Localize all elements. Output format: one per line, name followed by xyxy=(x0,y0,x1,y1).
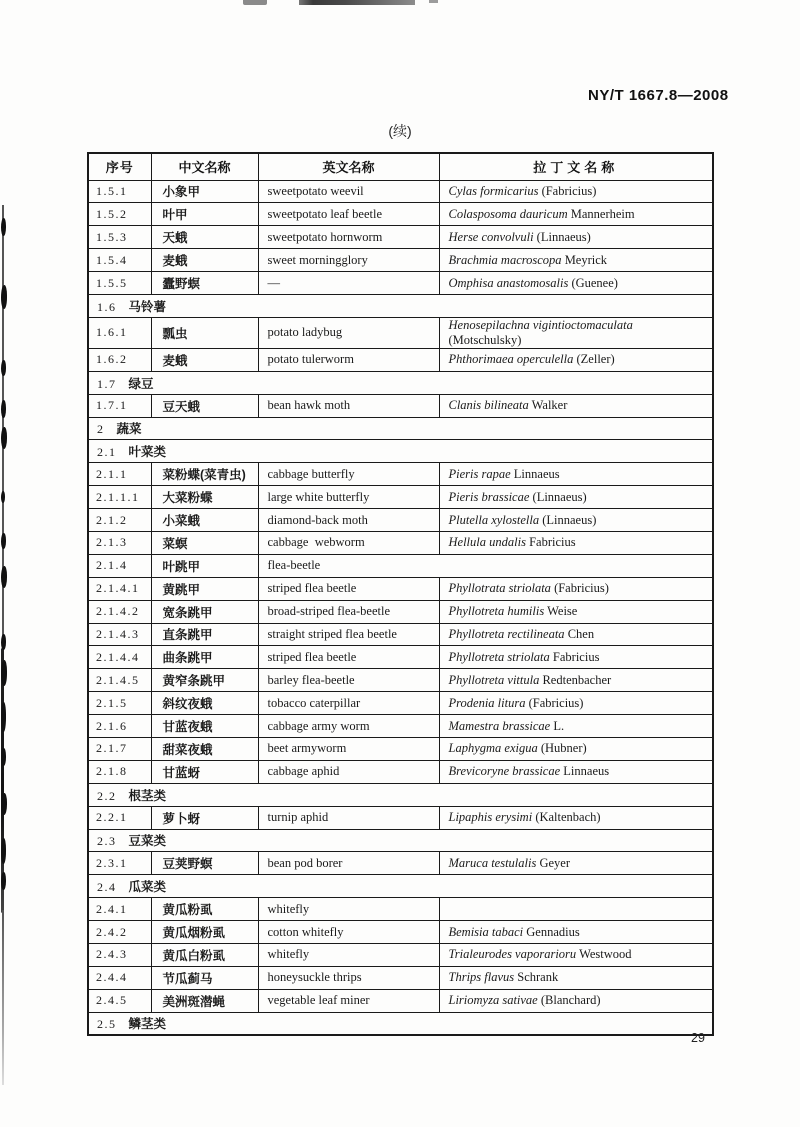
scan-ink-blob xyxy=(1,400,6,418)
table-continued-label: (续) xyxy=(388,123,412,139)
cell-chinese-name: 黄瓜粉虱 xyxy=(151,898,258,921)
table-row xyxy=(88,806,713,829)
cell-english-name: sweetpotato leaf beetle xyxy=(258,203,439,226)
cell-number: 1.5.3 xyxy=(88,226,151,249)
cell-english-name: flea-beetle xyxy=(258,554,713,577)
cell-latin-name: Colasposoma dauricum Mannerheim xyxy=(439,203,713,226)
cell-latin-name: Phthorimaea operculella (Zeller) xyxy=(439,348,713,371)
table-row xyxy=(88,348,713,371)
cell-latin-name: Herse convolvuli (Linnaeus) xyxy=(439,226,713,249)
cell-latin-name: Liriomyza sativae (Blanchard) xyxy=(439,989,713,1012)
table-row xyxy=(88,226,713,249)
cell-chinese-name: 瓢虫 xyxy=(151,317,258,348)
cell-number: 1.5.5 xyxy=(88,272,151,295)
scan-smudge-top-right xyxy=(429,0,438,3)
section-label: 马铃薯 xyxy=(128,299,167,314)
cell-chinese-name: 豆荚野螟 xyxy=(151,852,258,875)
cell-latin-name: Omphisa anastomosalis (Guenee) xyxy=(439,272,713,295)
cell-number: 1.7.1 xyxy=(88,394,151,417)
section-cell xyxy=(88,783,713,806)
latin-scientific-name: Colasposoma dauricum xyxy=(448,206,568,221)
cell-latin-name: Phyllotrata striolata (Fabricius) xyxy=(439,577,713,600)
table-row xyxy=(88,921,713,944)
cell-latin-name: Plutella xylostella (Linnaeus) xyxy=(439,509,713,532)
table-row xyxy=(88,531,713,554)
cell-english-name: tobacco caterpillar xyxy=(258,692,439,715)
table-row xyxy=(88,737,713,760)
section-row xyxy=(88,371,713,394)
cell-latin-name: Phyllotreta rectilineata Chen xyxy=(439,623,713,646)
pest-name-table xyxy=(87,152,714,1036)
scan-ink-blob xyxy=(1,360,6,376)
cell-chinese-name: 黄跳甲 xyxy=(151,577,258,600)
table-row xyxy=(88,509,713,532)
table-row xyxy=(88,463,713,486)
scan-ink-blob xyxy=(1,748,6,766)
cell-number: 2.2.1 xyxy=(88,806,151,829)
section-label: 根茎类 xyxy=(128,788,167,803)
section-number: 2.4 xyxy=(97,880,117,895)
table-row xyxy=(88,852,713,875)
section-number: 2.3 xyxy=(97,834,117,849)
cell-english-name: sweetpotato hornworm xyxy=(258,226,439,249)
section-label: 豆菜类 xyxy=(128,834,167,849)
table-row xyxy=(88,554,713,577)
cell-latin-name: Brevicoryne brassicae Linnaeus xyxy=(439,760,713,783)
cell-number: 1.6.1 xyxy=(88,317,151,348)
cell-number: 2.1.4.3 xyxy=(88,623,151,646)
scan-ink-blob xyxy=(1,660,7,686)
latin-scientific-name: Pieris brassicae xyxy=(448,489,530,504)
scan-smudge-top-left xyxy=(243,0,267,5)
cell-english-name: cabbage aphid xyxy=(258,760,439,783)
cell-latin-name: Hellula undalis Fabricius xyxy=(439,531,713,554)
cell-number: 1.5.1 xyxy=(88,180,151,203)
table-row xyxy=(88,669,713,692)
scan-ink-blob xyxy=(1,702,6,732)
cell-latin-name: Bemisia tabaci Gennadius xyxy=(439,921,713,944)
section-number: 2 xyxy=(97,422,105,437)
cell-chinese-name: 叶甲 xyxy=(151,203,258,226)
scan-ink-blob xyxy=(1,793,7,815)
table-row xyxy=(88,989,713,1012)
cell-english-name: turnip aphid xyxy=(258,806,439,829)
cell-english-name: striped flea beetle xyxy=(258,577,439,600)
cell-english-name: bean hawk moth xyxy=(258,394,439,417)
table-row xyxy=(88,203,713,226)
cell-english-name: beet armyworm xyxy=(258,737,439,760)
cell-number: 2.1.6 xyxy=(88,715,151,738)
cell-number: 2.1.7 xyxy=(88,737,151,760)
latin-scientific-name: Cylas formicarius xyxy=(448,183,539,198)
section-row xyxy=(88,783,713,806)
cell-english-name: vegetable leaf miner xyxy=(258,989,439,1012)
latin-scientific-name: Herse convolvuli xyxy=(448,229,534,244)
latin-scientific-name: Phyllotreta humilis xyxy=(448,604,545,619)
cell-english-name: whitefly xyxy=(258,944,439,967)
cell-latin-name: Phyllotreta striolata Fabricius xyxy=(439,646,713,669)
pest-table-body xyxy=(88,180,713,1035)
cell-chinese-name: 美洲斑潜蝇 xyxy=(151,989,258,1012)
latin-scientific-name: Mamestra brassicae xyxy=(448,718,551,733)
scan-ink-blob xyxy=(1,872,6,890)
cell-chinese-name: 麦蛾 xyxy=(151,348,258,371)
cell-chinese-name: 曲条跳甲 xyxy=(151,646,258,669)
section-row xyxy=(88,440,713,463)
section-number: 2.5 xyxy=(97,1017,117,1032)
cell-chinese-name: 小菜蛾 xyxy=(151,509,258,532)
section-row xyxy=(88,294,713,317)
scan-edge-fade xyxy=(2,910,4,1085)
cell-english-name: cotton whitefly xyxy=(258,921,439,944)
cell-chinese-name: 大菜粉蝶 xyxy=(151,486,258,509)
scan-ink-blob xyxy=(1,634,6,650)
latin-scientific-name: Phthorimaea operculella xyxy=(448,352,574,367)
cell-number: 1.5.4 xyxy=(88,249,151,272)
cell-chinese-name: 萝卜蚜 xyxy=(151,806,258,829)
section-label: 瓜菜类 xyxy=(128,880,167,895)
cell-number: 2.1.8 xyxy=(88,760,151,783)
section-cell xyxy=(88,875,713,898)
latin-scientific-name: Bemisia tabaci xyxy=(448,924,524,939)
cell-number: 2.1.3 xyxy=(88,531,151,554)
table-row xyxy=(88,577,713,600)
cell-english-name: honeysuckle thrips xyxy=(258,966,439,989)
cell-latin-name: Brachmia macroscopa Meyrick xyxy=(439,249,713,272)
latin-scientific-name: Brevicoryne brassicae xyxy=(448,764,561,779)
cell-latin-name: Clanis bilineata Walker xyxy=(439,394,713,417)
cell-number: 2.1.4.2 xyxy=(88,600,151,623)
cell-chinese-name: 黄窄条跳甲 xyxy=(151,669,258,692)
cell-latin-name: Phyllotreta vittula Redtenbacher xyxy=(439,669,713,692)
table-row xyxy=(88,180,713,203)
scan-ink-blob xyxy=(1,285,7,309)
cell-chinese-name: 菜螟 xyxy=(151,531,258,554)
section-number: 2.2 xyxy=(97,788,117,803)
section-row xyxy=(88,829,713,852)
cell-number: 2.4.5 xyxy=(88,989,151,1012)
cell-chinese-name: 斜纹夜蛾 xyxy=(151,692,258,715)
section-row xyxy=(88,417,713,440)
cell-english-name: sweetpotato weevil xyxy=(258,180,439,203)
scan-ink-blob xyxy=(1,491,5,503)
cell-english-name: potato tulerworm xyxy=(258,348,439,371)
cell-number: 1.5.2 xyxy=(88,203,151,226)
cell-chinese-name: 直条跳甲 xyxy=(151,623,258,646)
cell-english-name: cabbage webworm xyxy=(258,531,439,554)
table-row xyxy=(88,760,713,783)
cell-chinese-name: 蠹野螟 xyxy=(151,272,258,295)
cell-latin-name xyxy=(439,898,713,921)
cell-english-name: diamond-back moth xyxy=(258,509,439,532)
latin-scientific-name: Phyllotreta vittula xyxy=(448,672,540,687)
latin-scientific-name: Liriomyza sativae xyxy=(448,993,538,1008)
table-row xyxy=(88,966,713,989)
section-row xyxy=(88,875,713,898)
scan-ink-blob xyxy=(1,533,6,549)
cell-latin-name: Laphygma exigua (Hubner) xyxy=(439,737,713,760)
column-header-chinese: 中文名称 xyxy=(151,153,258,180)
table-row xyxy=(88,600,713,623)
cell-number: 2.1.4.1 xyxy=(88,577,151,600)
cell-latin-name: Prodenia litura (Fabricius) xyxy=(439,692,713,715)
latin-scientific-name: Trialeurodes vaporarioru xyxy=(448,947,577,962)
cell-number: 2.1.2 xyxy=(88,509,151,532)
cell-number: 2.1.5 xyxy=(88,692,151,715)
column-header-english: 英文名称 xyxy=(258,153,439,180)
column-header-number: 序号 xyxy=(88,153,151,180)
latin-scientific-name: Prodenia litura xyxy=(448,695,526,710)
cell-latin-name: Trialeurodes vaporarioru Westwood xyxy=(439,944,713,967)
cell-number: 2.1.1 xyxy=(88,463,151,486)
cell-chinese-name: 甘蓝蚜 xyxy=(151,760,258,783)
table-row xyxy=(88,394,713,417)
section-number: 1.7 xyxy=(97,376,117,391)
cell-english-name: cabbage army worm xyxy=(258,715,439,738)
cell-number: 2.4.1 xyxy=(88,898,151,921)
cell-english-name: — xyxy=(258,272,439,295)
cell-english-name: striped flea beetle xyxy=(258,646,439,669)
table-row xyxy=(88,249,713,272)
cell-latin-name: Lipaphis erysimi (Kaltenbach) xyxy=(439,806,713,829)
section-cell xyxy=(88,294,713,317)
section-row xyxy=(88,1012,713,1035)
cell-english-name: barley flea-beetle xyxy=(258,669,439,692)
table-row xyxy=(88,486,713,509)
header-row xyxy=(88,153,713,180)
cell-english-name: potato ladybug xyxy=(258,317,439,348)
standard-number: NY/T 1667.8—2008 xyxy=(588,87,729,104)
cell-english-name: bean pod borer xyxy=(258,852,439,875)
section-label: 绿豆 xyxy=(128,376,154,391)
cell-number: 2.1.4.4 xyxy=(88,646,151,669)
latin-scientific-name: Pieris rapae xyxy=(448,466,511,481)
latin-scientific-name: Brachmia macroscopa xyxy=(448,252,562,267)
cell-chinese-name: 天蛾 xyxy=(151,226,258,249)
cell-number: 2.1.1.1 xyxy=(88,486,151,509)
table-row xyxy=(88,623,713,646)
table-header xyxy=(88,153,713,180)
cell-latin-name: Thrips flavus Schrank xyxy=(439,966,713,989)
table-row xyxy=(88,715,713,738)
cell-english-name: large white butterfly xyxy=(258,486,439,509)
cell-chinese-name: 黄瓜烟粉虱 xyxy=(151,921,258,944)
scan-ink-blob xyxy=(1,218,6,236)
cell-chinese-name: 节瓜蓟马 xyxy=(151,966,258,989)
cell-latin-name: Maruca testulalis Geyer xyxy=(439,852,713,875)
table-row xyxy=(88,272,713,295)
cell-number: 2.1.4 xyxy=(88,554,151,577)
section-number: 2.1 xyxy=(97,445,117,460)
section-label: 蔬菜 xyxy=(116,422,142,437)
section-cell xyxy=(88,829,713,852)
latin-scientific-name: Maruca testulalis xyxy=(448,855,537,870)
scan-ink-blob xyxy=(1,427,7,449)
scan-ink-blob xyxy=(1,566,7,588)
cell-english-name: whitefly xyxy=(258,898,439,921)
cell-english-name: sweet morningglory xyxy=(258,249,439,272)
section-label: 鳞茎类 xyxy=(128,1017,167,1032)
latin-scientific-name: Henosepilachna vigintioctomaculata xyxy=(448,317,633,332)
latin-scientific-name: Laphygma exigua xyxy=(448,741,538,756)
scan-smudge-top-center xyxy=(299,0,415,5)
cell-english-name: cabbage butterfly xyxy=(258,463,439,486)
cell-chinese-name: 宽条跳甲 xyxy=(151,600,258,623)
latin-scientific-name: Phyllotreta striolata xyxy=(448,649,550,664)
section-cell xyxy=(88,440,713,463)
cell-chinese-name: 叶跳甲 xyxy=(151,554,258,577)
cell-number: 2.1.4.5 xyxy=(88,669,151,692)
scan-ink-blob xyxy=(1,838,6,864)
latin-scientific-name: Hellula undalis xyxy=(448,535,526,550)
cell-number: 2.4.4 xyxy=(88,966,151,989)
cell-latin-name: Phyllotreta humilis Weise xyxy=(439,600,713,623)
cell-chinese-name: 黄瓜白粉虱 xyxy=(151,944,258,967)
cell-chinese-name: 菜粉蝶(菜青虫) xyxy=(151,463,258,486)
cell-chinese-name: 甜菜夜蛾 xyxy=(151,737,258,760)
cell-english-name: straight striped flea beetle xyxy=(258,623,439,646)
section-label: 叶菜类 xyxy=(128,445,167,460)
cell-number: 1.6.2 xyxy=(88,348,151,371)
column-header-latin: 拉丁文名称 xyxy=(439,153,713,180)
cell-english-name: broad-striped flea-beetle xyxy=(258,600,439,623)
table-row xyxy=(88,898,713,921)
section-number: 1.6 xyxy=(97,299,117,314)
cell-number: 2.4.3 xyxy=(88,944,151,967)
table-row xyxy=(88,692,713,715)
latin-scientific-name: Phyllotreta rectilineata xyxy=(448,626,565,641)
latin-scientific-name: Plutella xylostella xyxy=(448,512,540,527)
section-cell xyxy=(88,371,713,394)
cell-chinese-name: 甘蓝夜蛾 xyxy=(151,715,258,738)
cell-chinese-name: 麦蛾 xyxy=(151,249,258,272)
cell-latin-name: Cylas formicarius (Fabricius) xyxy=(439,180,713,203)
table-row xyxy=(88,646,713,669)
section-cell xyxy=(88,417,713,440)
latin-scientific-name: Phyllotrata striolata xyxy=(448,581,551,596)
latin-scientific-name: Omphisa anastomosalis xyxy=(448,275,569,290)
cell-latin-name: Mamestra brassicae L. xyxy=(439,715,713,738)
cell-number: 2.4.2 xyxy=(88,921,151,944)
cell-latin-name: Henosepilachna vigintioctomaculata (Motschulsky) xyxy=(439,317,713,348)
cell-latin-name: Pieris rapae Linnaeus xyxy=(439,463,713,486)
table-row xyxy=(88,944,713,967)
cell-number: 2.3.1 xyxy=(88,852,151,875)
table-row xyxy=(88,317,713,348)
cell-chinese-name: 豆天蛾 xyxy=(151,394,258,417)
latin-scientific-name: Thrips flavus xyxy=(448,970,515,985)
page-number: 29 xyxy=(691,1031,705,1045)
latin-scientific-name: Lipaphis erysimi xyxy=(448,810,533,825)
cell-latin-name: Pieris brassicae (Linnaeus) xyxy=(439,486,713,509)
section-cell xyxy=(88,1012,713,1035)
cell-chinese-name: 小象甲 xyxy=(151,180,258,203)
latin-scientific-name: Clanis bilineata xyxy=(448,398,529,413)
